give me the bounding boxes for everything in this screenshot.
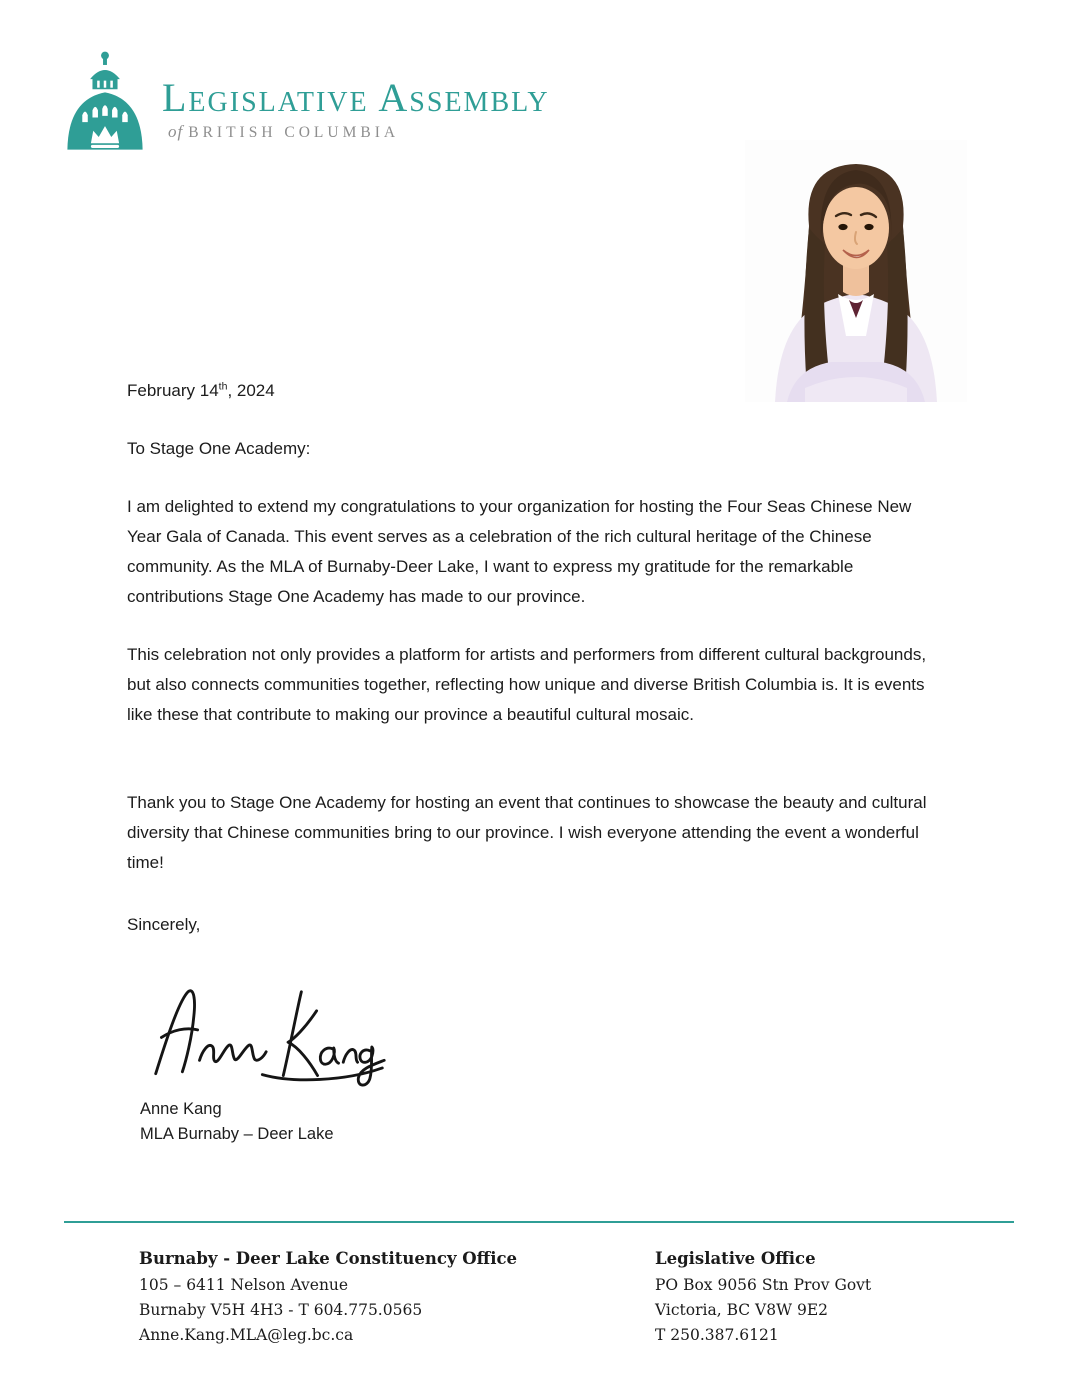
footer-divider <box>64 1221 1014 1223</box>
legislative-office-title: Legislative Office <box>655 1249 816 1268</box>
legislature-dome-icon <box>58 44 152 158</box>
mla-portrait-photo <box>745 140 967 402</box>
bc-legislature-logo <box>58 44 550 158</box>
letter-date-ordinal: th <box>218 380 228 393</box>
constituency-office-block <box>139 1246 517 1348</box>
letter-date-year: , 2024 <box>227 381 275 400</box>
signature-block <box>140 1097 334 1147</box>
footer-line: T 250.387.6121 <box>655 1326 779 1344</box>
handwritten-signature-icon <box>150 982 388 1097</box>
letter-date-day: February 14 <box>127 381 219 400</box>
footer-line: Victoria, BC V8W 9E2 <box>655 1301 828 1319</box>
footer-line: Burnaby V5H 4H3 - T 604.775.0565 <box>139 1301 423 1319</box>
letter-paragraph: Thank you to Stage One Academy for hosting an event that continues to showcase the beauty and cultural diversity that Chinese communities bring to our province. I wish everyone attending the event a wonderful time! <box>127 793 927 872</box>
footer-line: PO Box 9056 Stn Prov Govt <box>655 1276 872 1294</box>
letter-salutation: To Stage One Academy: <box>127 439 311 458</box>
letter-paragraph: I am delighted to extend my congratulations to your organization for hosting the Four Seas Chinese New Year Gala of Canada. This event serves as a celebration of the rich cultural heritage of the Chinese community. As the MLA of Burnaby-Deer Lake, I want to express my gratitude for the remarkable contributions Stage One Academy has made to our province. <box>127 497 912 606</box>
org-subtitle <box>162 122 550 142</box>
org-name: Legislative Assembly <box>162 75 550 120</box>
logo-wordmark <box>162 44 550 142</box>
constituency-office-title: Burnaby - Deer Lake Constituency Office <box>139 1249 518 1268</box>
signer-name: Anne Kang <box>140 1100 222 1118</box>
letter-date <box>127 376 275 406</box>
footer-line-email: Anne.Kang.MLA@leg.bc.ca <box>139 1326 354 1344</box>
legislative-office-block <box>655 1246 871 1348</box>
letter-paragraph: This celebration not only provides a platform for artists and performers from different cultural backgrounds, but also connects communities together, reflecting how unique and diverse British Columbia is. It is events like these that contribute to making our province a beautiful cultural mosaic. <box>127 645 927 724</box>
org-subtitle-name: BRITISH COLUMBIA <box>188 124 400 141</box>
org-subtitle-of: of <box>168 122 184 141</box>
signer-title: MLA Burnaby – Deer Lake <box>140 1125 334 1143</box>
letter-closing: Sincerely, <box>127 915 201 934</box>
footer-line: 105 – 6411 Nelson Avenue <box>139 1276 349 1294</box>
